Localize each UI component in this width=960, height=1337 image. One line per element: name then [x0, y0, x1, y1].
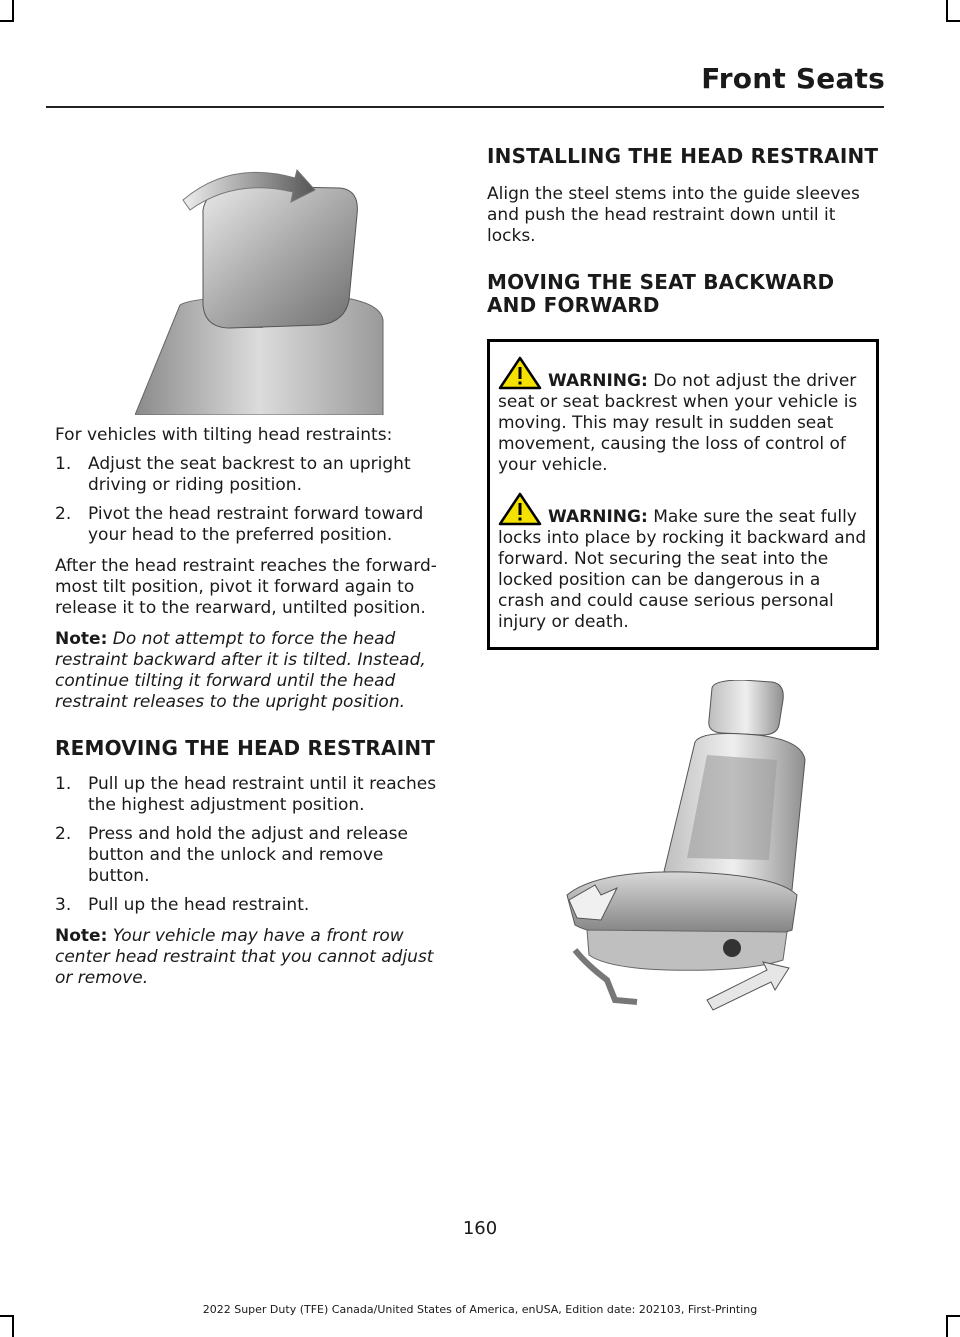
- note-center-restraint: [55, 926, 450, 989]
- crop-mark: [946, 0, 948, 22]
- header-rule: [46, 106, 884, 108]
- page-number: 160: [462, 1218, 498, 1239]
- list-item: [55, 454, 450, 496]
- head-restraint-tilt-illustration: [135, 130, 405, 415]
- warning-item: [498, 356, 868, 476]
- warning-label: WARNING:: [548, 507, 648, 527]
- list-item: [55, 504, 450, 546]
- warning-label: WARNING:: [548, 371, 648, 391]
- crop-mark: [0, 20, 14, 22]
- page-footer: 2022 Super Duty (TFE) Canada/United States of America, enUSA, Edition date: 202103, First-Printing: [202, 1303, 758, 1316]
- warning-triangle-icon: [498, 356, 548, 390]
- crop-mark: [946, 20, 960, 22]
- list-item: [55, 774, 450, 816]
- intro-text: For vehicles with tilting head restraints:: [55, 425, 393, 445]
- warning-text: Do not adjust the driver seat or seat backrest when your vehicle is moving. This may result in sudden seat movement, causing the loss of control of your vehicle.: [498, 371, 858, 475]
- step-text: Pull up the head restraint until it reaches the highest adjustment position.: [88, 774, 437, 815]
- crop-mark: [946, 1315, 948, 1337]
- installing-text: Align the steel stems into the guide sleeves and push the head restraint down until it locks.: [487, 184, 860, 246]
- list-item: [55, 824, 450, 887]
- removing-heading: REMOVING THE HEAD RESTRAINT: [55, 736, 436, 760]
- warning-item: [498, 492, 868, 633]
- left-column: [55, 130, 450, 989]
- warning-text: Make sure the seat fully locks into place by rocking it backward and forward. Not securing the seat into the locked position can be dangerous in a crash and could cause serious personal injury or death.: [498, 507, 867, 632]
- step-text: Adjust the seat backrest to an upright driving or riding position.: [88, 454, 411, 495]
- seat-fore-aft-illustration: [557, 680, 857, 1025]
- step-text: Pull up the head restraint.: [88, 895, 310, 915]
- step-number: 1.: [55, 774, 72, 794]
- installing-heading: INSTALLING THE HEAD RESTRAINT: [487, 144, 879, 168]
- step-number: 2.: [55, 504, 72, 524]
- step-number: 3.: [55, 895, 72, 915]
- page-title: Front Seats: [701, 62, 885, 95]
- crop-mark: [12, 0, 14, 22]
- tilt-steps-list: [55, 454, 450, 546]
- note-tilt: [55, 629, 450, 713]
- note-label: Note:: [55, 926, 108, 946]
- crop-mark: [12, 1315, 14, 1337]
- right-column: [487, 145, 879, 1025]
- step-number: 1.: [55, 454, 72, 474]
- warning-triangle-icon: [498, 492, 548, 526]
- step-text: Press and hold the adjust and release button and the unlock and remove button.: [88, 824, 408, 886]
- after-tilt-text: After the head restraint reaches the forward-most tilt position, pivot it forward again to release it to the rearward, untilted position.: [55, 556, 437, 618]
- step-number: 2.: [55, 824, 72, 844]
- note-label: Note:: [55, 629, 108, 649]
- warning-box: [487, 339, 879, 650]
- note-text: Your vehicle may have a front row center head restraint that you cannot adjust or remove.: [55, 926, 434, 988]
- remove-steps-list: [55, 774, 450, 916]
- list-item: [55, 895, 450, 916]
- step-text: Pivot the head restraint forward toward your head to the preferred position.: [88, 504, 424, 545]
- note-text: Do not attempt to force the head restraint backward after it is tilted. Instead, continue tilting it forward until the head restraint releases to the upright position.: [55, 629, 426, 712]
- moving-heading: MOVING THE SEAT BACKWARD AND FORWARD: [487, 270, 835, 317]
